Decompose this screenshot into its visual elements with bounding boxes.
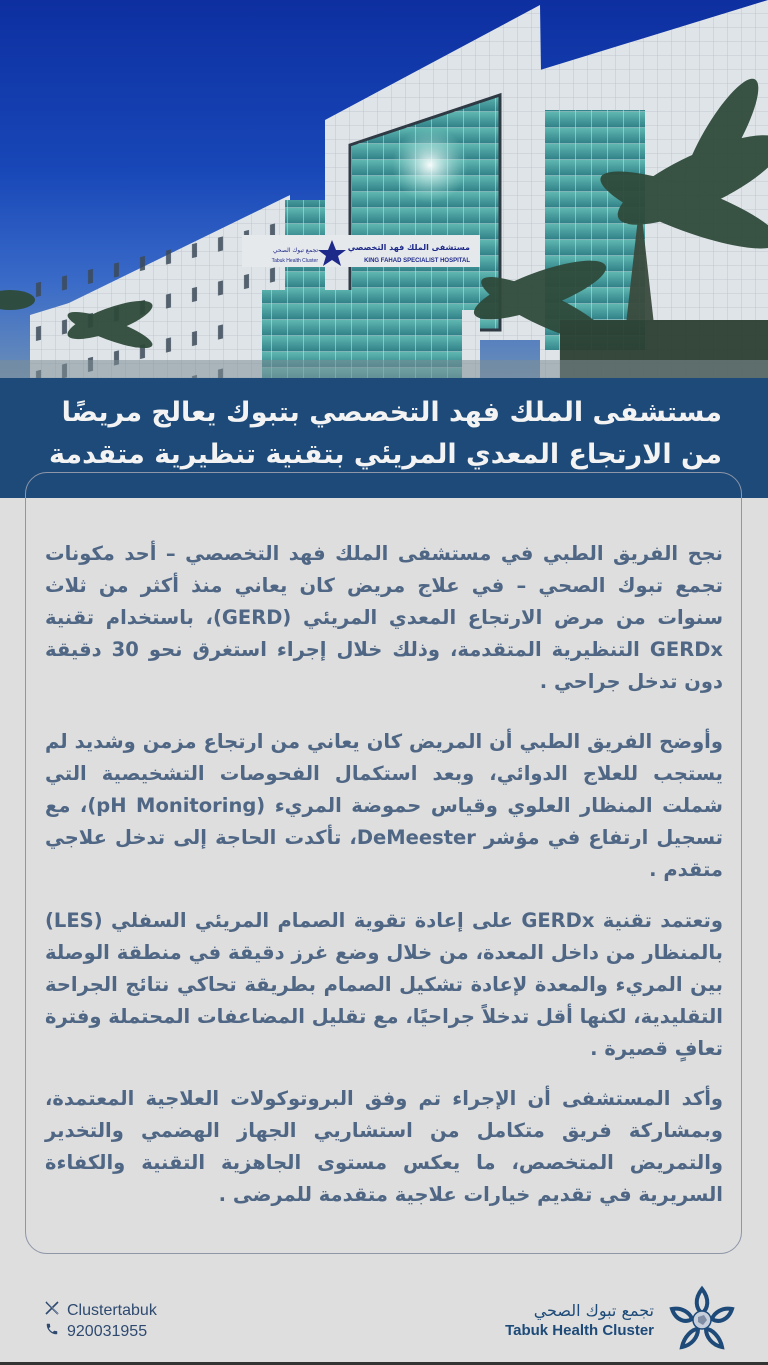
headline <box>32 392 722 476</box>
article-paragraph-1: نجح الفريق الطبي في مستشفى الملك فهد التخصصي – أحد مكونات تجمع تبوك الصحي – في علاج مريض كان يعاني منذ أكثر من ثلاث سنوات من مرض الارتجاع المعدي المريئي (GERD)، باستخدام تقنية GERDx التنظيرية المتقدمة، وذلك خلال إجراء استغرق نحو 30 دقيقة دون تدخل جراحي . <box>45 542 724 693</box>
footer-contact <box>44 1300 157 1342</box>
svg-text:تجمع تبوك الصحي: تجمع تبوك الصحي <box>272 247 318 254</box>
brand-name-en: Tabuk Health Cluster <box>505 1322 654 1339</box>
brand-lockup <box>505 1280 736 1360</box>
tabuk-health-cluster-star-logo-icon <box>668 1285 736 1355</box>
headline-line-2: من الارتجاع المعدي المريئي بتقنية تنظيرية متقدمة <box>49 439 722 470</box>
hospital-sign <box>242 235 480 267</box>
svg-text:مستشفى الملك فهد التخصصي: مستشفى الملك فهد التخصصي <box>347 243 470 252</box>
svg-text:KING FAHAD SPECIALIST HOSPITAL: KING FAHAD SPECIALIST HOSPITAL <box>364 258 470 264</box>
phone-link[interactable] <box>44 1321 157 1342</box>
social-handle-link[interactable] <box>44 1300 157 1321</box>
x-logo-icon <box>44 1300 60 1321</box>
phone-number: 920031955 <box>67 1323 148 1340</box>
article-paragraph-2: وأوضح الفريق الطبي أن المريض كان يعاني من ارتجاع مزمن وشديد لم يستجب للعلاج الدوائي، وبعد استكمال الفحوصات التشخيصية التي شملت المنظار العلوي وقياس حموضة المريء (pH Monitoring)، مع تسجيل ارتفاع في مؤشر DeMeester، تأكدت الحاجة إلى تدخل علاجي متقدم . <box>45 730 723 881</box>
svg-text:Tabuk Health Cluster: Tabuk Health Cluster <box>271 258 318 264</box>
phone-icon <box>44 1321 60 1342</box>
article-paragraph-3: وتعتمد تقنية GERDx على إعادة تقوية الصمام المريئي السفلي (LES) بالمنظار من داخل المعدة، من خلال وضع غرز دقيقة في منطقة الوصلة بين المريء والمعدة لإعادة تشكيل الصمام بطريقة تحاكي نتائج الجراحة التقليدية، لكنها أقل تدخلاً جراحيًا، مع تقليل المضاعفات المحتملة وفترة تعافٍ قصيرة . <box>45 909 723 1060</box>
hero-hospital-photo <box>0 0 768 378</box>
social-handle: Clustertabuk <box>67 1302 157 1319</box>
brand-name-ar: تجمع تبوك الصحي <box>533 1301 654 1320</box>
headline-line-1: مستشفى الملك فهد التخصصي بتبوك يعالج مريضًا <box>61 397 722 428</box>
article-paragraph-4: وأكد المستشفى أن الإجراء تم وفق البروتوكولات العلاجية المعتمدة، وبمشاركة فريق متكامل من استشاريي الجهاز الهضمي والتخدير والتمريض المتخصص، ما يعكس مستوى الجاهزية التقنية والكفاءة السريرية في تقديم خيارات علاجية متقدمة للمرضى . <box>45 1087 723 1206</box>
hospital-building-illustration <box>0 0 768 378</box>
